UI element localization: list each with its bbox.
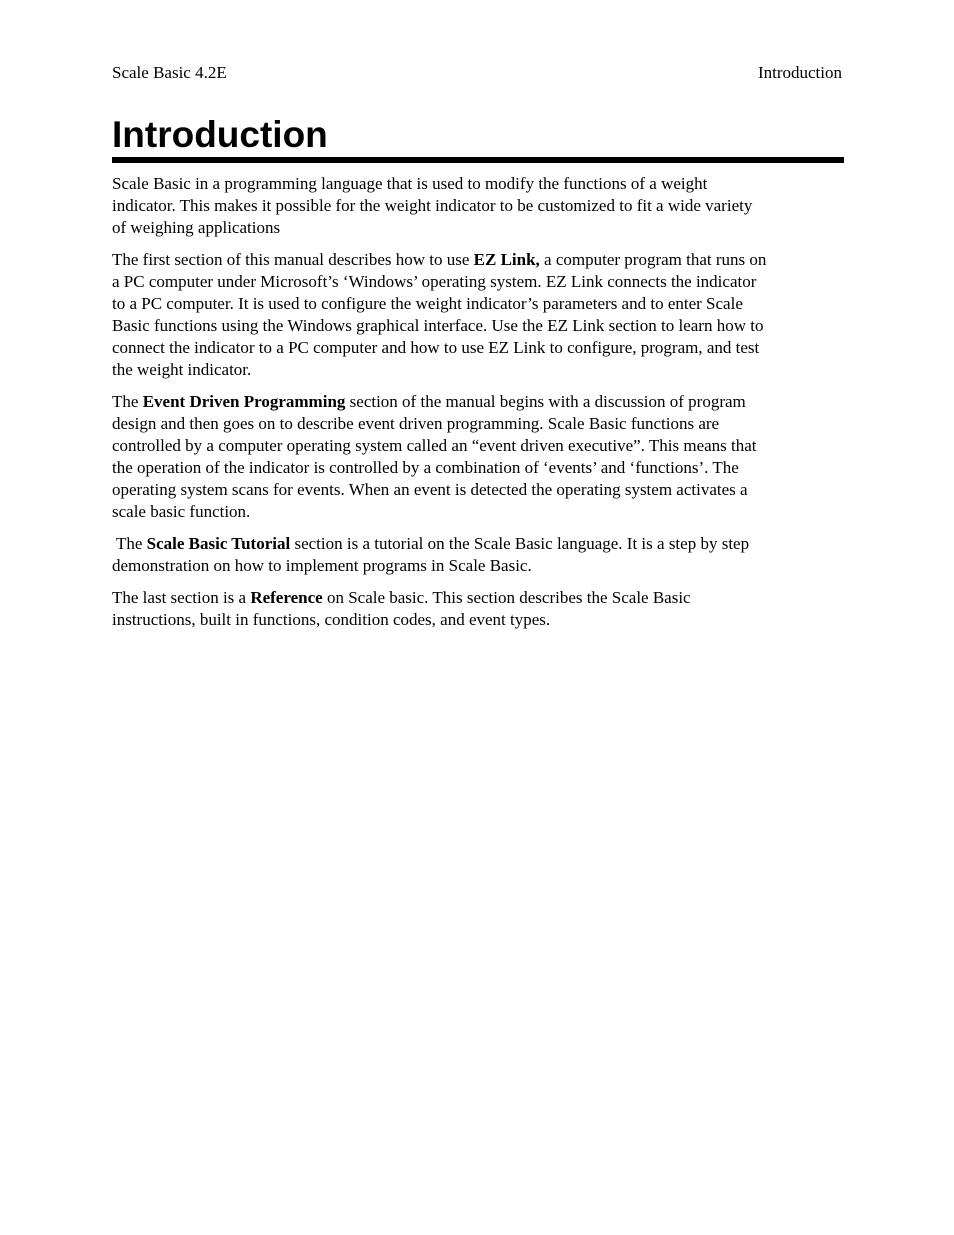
text-run: The first section of this manual describes how to use [112, 250, 474, 269]
text-run: The [112, 534, 147, 553]
text-line: controlled by a computer operating system called an “event driven executive”. This means that [112, 436, 757, 455]
text-line: operating system scans for events. When an event is detected the operating system activates a [112, 480, 748, 499]
text-line: scale basic function. [112, 502, 251, 521]
term-ez-link: EZ Link, [473, 250, 540, 269]
text-line: of weighing applications [112, 218, 281, 237]
title-underline-rule [112, 157, 844, 163]
text-run: a computer program that runs on [539, 250, 767, 269]
paragraph-intro [112, 173, 842, 239]
paragraph-tutorial [112, 533, 842, 577]
body-text [112, 173, 842, 641]
term-reference: Reference [250, 588, 323, 607]
text-line: instructions, built in functions, condition codes, and event types. [112, 610, 551, 629]
text-line: demonstration on how to implement programs in Scale Basic. [112, 556, 532, 575]
text-line [112, 249, 842, 271]
text-line [112, 391, 842, 413]
text-run: on Scale basic. This section describes the Scale Basic [322, 588, 691, 607]
text-line: indicator. This makes it possible for the weight indicator to be customized to fit a wide variety [112, 196, 753, 215]
text-line: Basic functions using the Windows graphical interface. Use the EZ Link section to learn how to [112, 316, 764, 335]
text-line: Scale Basic in a programming language that is used to modify the functions of a weight [112, 174, 708, 193]
text-run: section of the manual begins with a discussion of program [345, 392, 746, 411]
text-line: the weight indicator. [112, 360, 252, 379]
page-title: Introduction [112, 114, 328, 155]
text-run: section is a tutorial on the Scale Basic language. It is a step by step [290, 534, 750, 553]
paragraph-ez-link [112, 249, 842, 381]
text-run: The last section is a [112, 588, 251, 607]
header-section-title: Introduction [757, 63, 842, 82]
text-line: connect the indicator to a PC computer and how to use EZ Link to configure, program, and test [112, 338, 760, 357]
header-document-title: Scale Basic 4.2E [112, 63, 227, 82]
text-line: the operation of the indicator is controlled by a combination of ‘events’ and ‘functions’. The [112, 458, 739, 477]
text-line: design and then goes on to describe event driven programming. Scale Basic functions are [112, 414, 720, 433]
text-line: a PC computer under Microsoft’s ‘Windows’ operating system. EZ Link connects the indicator [112, 272, 757, 291]
paragraph-event-driven [112, 391, 842, 523]
text-run: The [112, 392, 143, 411]
paragraph-reference [112, 587, 842, 631]
term-event-driven-programming: Event Driven Programming [142, 392, 346, 411]
text-line [112, 587, 842, 609]
text-line [112, 533, 842, 555]
text-line: to a PC computer. It is used to configure the weight indicator’s parameters and to enter Scale [112, 294, 743, 313]
term-scale-basic-tutorial: Scale Basic Tutorial [146, 534, 291, 553]
